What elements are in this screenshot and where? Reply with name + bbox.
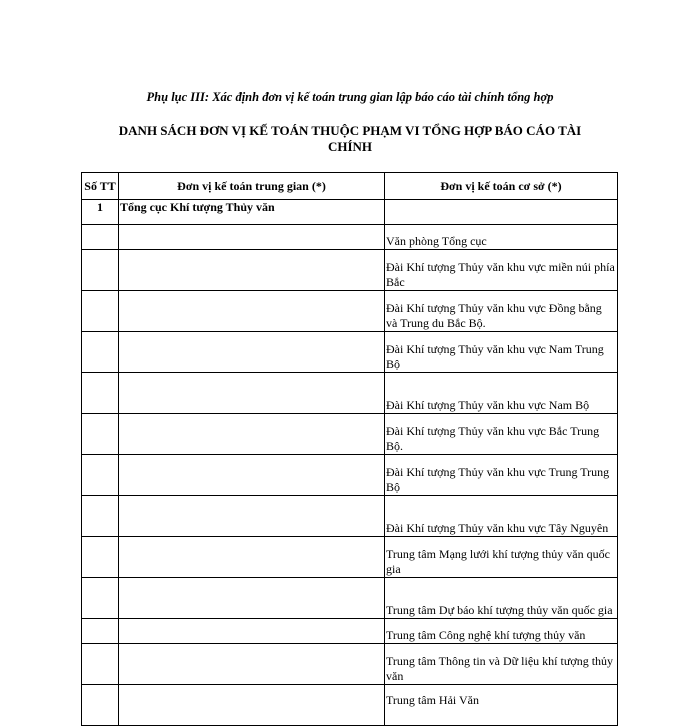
base-unit-cell: Văn phòng Tổng cục: [385, 225, 618, 250]
table-row: [82, 414, 618, 455]
row-no: [82, 455, 119, 496]
intermediate-unit-cell: [119, 373, 385, 414]
table-row: [82, 455, 618, 496]
row-no: [82, 291, 119, 332]
intermediate-unit-cell: [119, 537, 385, 578]
row-no: [82, 685, 119, 726]
table-row: [82, 578, 618, 619]
intermediate-unit-cell: [119, 332, 385, 373]
table-row: [82, 619, 618, 644]
accounting-unit-table: [81, 172, 618, 726]
base-unit-cell: Đài Khí tượng Thủy văn khu vực Đồng bằng và Trung du Bắc Bộ.: [385, 291, 618, 332]
table-row: [82, 373, 618, 414]
header-intermediate-unit: Đơn vị kế toán trung gian (*): [119, 173, 385, 200]
table-row: [82, 496, 618, 537]
table-row: [82, 537, 618, 578]
row-no: [82, 619, 119, 644]
row-no: 1: [82, 200, 119, 225]
base-unit-cell: Trung tâm Hải Văn: [385, 685, 618, 726]
intermediate-unit-cell: [119, 685, 385, 726]
base-unit-cell: Trung tâm Mạng lưới khí tượng thủy văn quốc gia: [385, 537, 618, 578]
base-unit-cell: [385, 200, 618, 225]
row-no: [82, 250, 119, 291]
table-header-row: [82, 173, 618, 200]
row-no: [82, 496, 119, 537]
base-unit-cell: Đài Khí tượng Thủy văn khu vực Tây Nguyên: [385, 496, 618, 537]
base-unit-cell: Đài Khí tượng Thủy văn khu vực miền núi phía Bắc: [385, 250, 618, 291]
row-no: [82, 537, 119, 578]
table-row: [82, 225, 618, 250]
table-row: [82, 250, 618, 291]
base-unit-cell: Trung tâm Công nghệ khí tượng thủy văn: [385, 619, 618, 644]
base-unit-cell: Đài Khí tượng Thủy văn khu vực Nam Trung Bộ: [385, 332, 618, 373]
intermediate-unit-cell: [119, 455, 385, 496]
row-no: [82, 225, 119, 250]
intermediate-unit-cell: Tổng cục Khí tượng Thủy văn: [119, 200, 385, 225]
document-title: DANH SÁCH ĐƠN VỊ KẾ TOÁN THUỘC PHẠM VI TỔNG HỢP BÁO CÁO TÀI CHÍNH: [118, 123, 582, 154]
row-no: [82, 644, 119, 685]
appendix-title: Phụ lục III: Xác định đơn vị kế toán trung gian lập báo cáo tài chính tổng hợp: [146, 90, 554, 104]
intermediate-unit-cell: [119, 578, 385, 619]
intermediate-unit-cell: [119, 250, 385, 291]
intermediate-unit-cell: [119, 291, 385, 332]
table-row: [82, 685, 618, 726]
intermediate-unit-cell: [119, 496, 385, 537]
base-unit-cell: Trung tâm Dự báo khí tượng thủy văn quốc gia: [385, 578, 618, 619]
base-unit-cell: Đài Khí tượng Thủy văn khu vực Nam Bộ: [385, 373, 618, 414]
row-no: [82, 373, 119, 414]
row-no: [82, 578, 119, 619]
base-unit-cell: Trung tâm Thông tin và Dữ liệu khí tượng thủy văn: [385, 644, 618, 685]
base-unit-cell: Đài Khí tượng Thủy văn khu vực Trung Trung Bộ: [385, 455, 618, 496]
intermediate-unit-cell: [119, 619, 385, 644]
row-no: [82, 414, 119, 455]
intermediate-unit-cell: [119, 225, 385, 250]
table-row: [82, 291, 618, 332]
table-row: [82, 332, 618, 373]
intermediate-unit-cell: [119, 414, 385, 455]
intermediate-unit-cell: [119, 644, 385, 685]
table-row: [82, 200, 618, 225]
table-row: [82, 644, 618, 685]
row-no: [82, 332, 119, 373]
header-no: Số TT: [82, 173, 119, 200]
base-unit-cell: Đài Khí tượng Thủy văn khu vực Bắc Trung Bộ.: [385, 414, 618, 455]
header-base-unit: Đơn vị kế toán cơ sở (*): [385, 173, 618, 200]
